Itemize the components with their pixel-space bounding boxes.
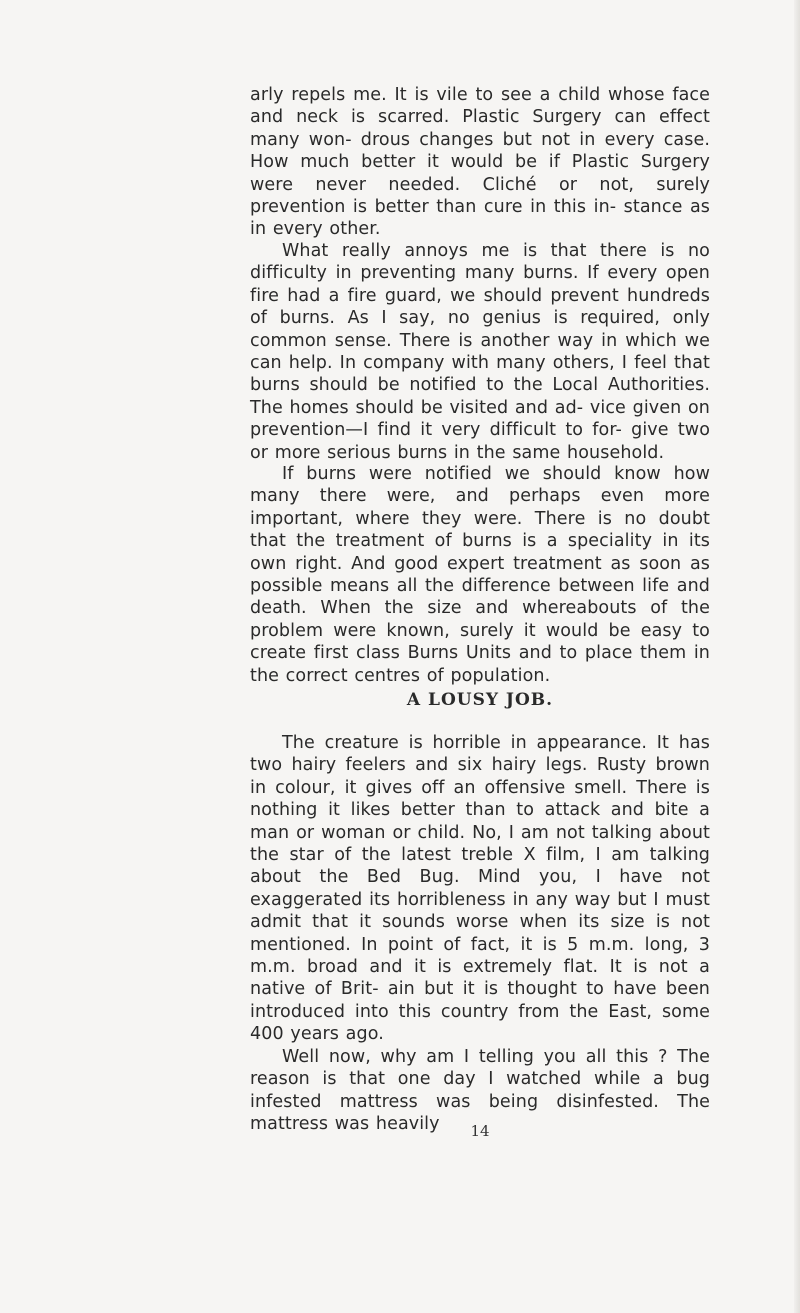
paragraph-block-3 bbox=[250, 463, 710, 687]
paragraph-5: Well now, why am I telling you all this ? The reason is that one day I watched while a bug infested mattress was being disinfested. The mattress was heavily bbox=[250, 1047, 710, 1135]
paragraph-2: What really annoys me is that there is no difficulty in preventing many burns. If every open fire had a fire guard, we should prevent hundreds of burns. As I say, no genius is required, only common sense. There is another way in which we can help. In company with many others, I feel that burns should be notified to the Local Authorities. The homes should be visited and ad- vice given on prevention—I find it very difficult to for- give two or more serious burns in the same household. bbox=[250, 241, 710, 463]
section-heading: A LOUSY JOB. bbox=[406, 690, 554, 710]
paragraph-4: The creature is horrible in appearance. It has two hairy feelers and six hairy legs. Rusty brown in colour, it gives off an offensive smell. There is nothing it likes better than to attack and bite a man or woman or child. No, I am not talking about the star of the latest treble X film, I am talking about the Bed Bug. Mind you, I have not exaggerated its horribleness in any way but I must admit that it sounds worse when its size is not mentioned. In point of fact, it is 5 m.m. long, 3 m.m. broad and it is extremely flat. It is not a native of Brit- ain but it is thought to have been introduced into this country from the East, some 400 years ago. bbox=[250, 733, 710, 1045]
paragraph-block-4 bbox=[250, 732, 710, 1046]
paragraph-1: arly repels me. It is vile to see a child whose face and neck is scarred. Plastic Surgery can effect many won- drous changes but not in every case. How much better it would be if Plastic Surgery were never needed. Cliché or not, surely prevention is better than cure in this in- stance as in every other. bbox=[250, 85, 710, 240]
page-number: 14 bbox=[470, 1122, 490, 1140]
paragraph-continued bbox=[250, 84, 710, 241]
paragraph-3: If burns were notified we should know how many there were, and perhaps even more important, where they were. There is no doubt that the treatment of burns is a speciality in its own right. And good expert treatment as soon as possible means all the difference between life and death. When the size and whereabouts of the problem were known, surely it would be easy to create first class Burns Units and to place them in the correct centres of population. bbox=[250, 464, 710, 686]
paragraph-block-2 bbox=[250, 240, 710, 464]
page-edge-shadow bbox=[794, 0, 800, 1313]
